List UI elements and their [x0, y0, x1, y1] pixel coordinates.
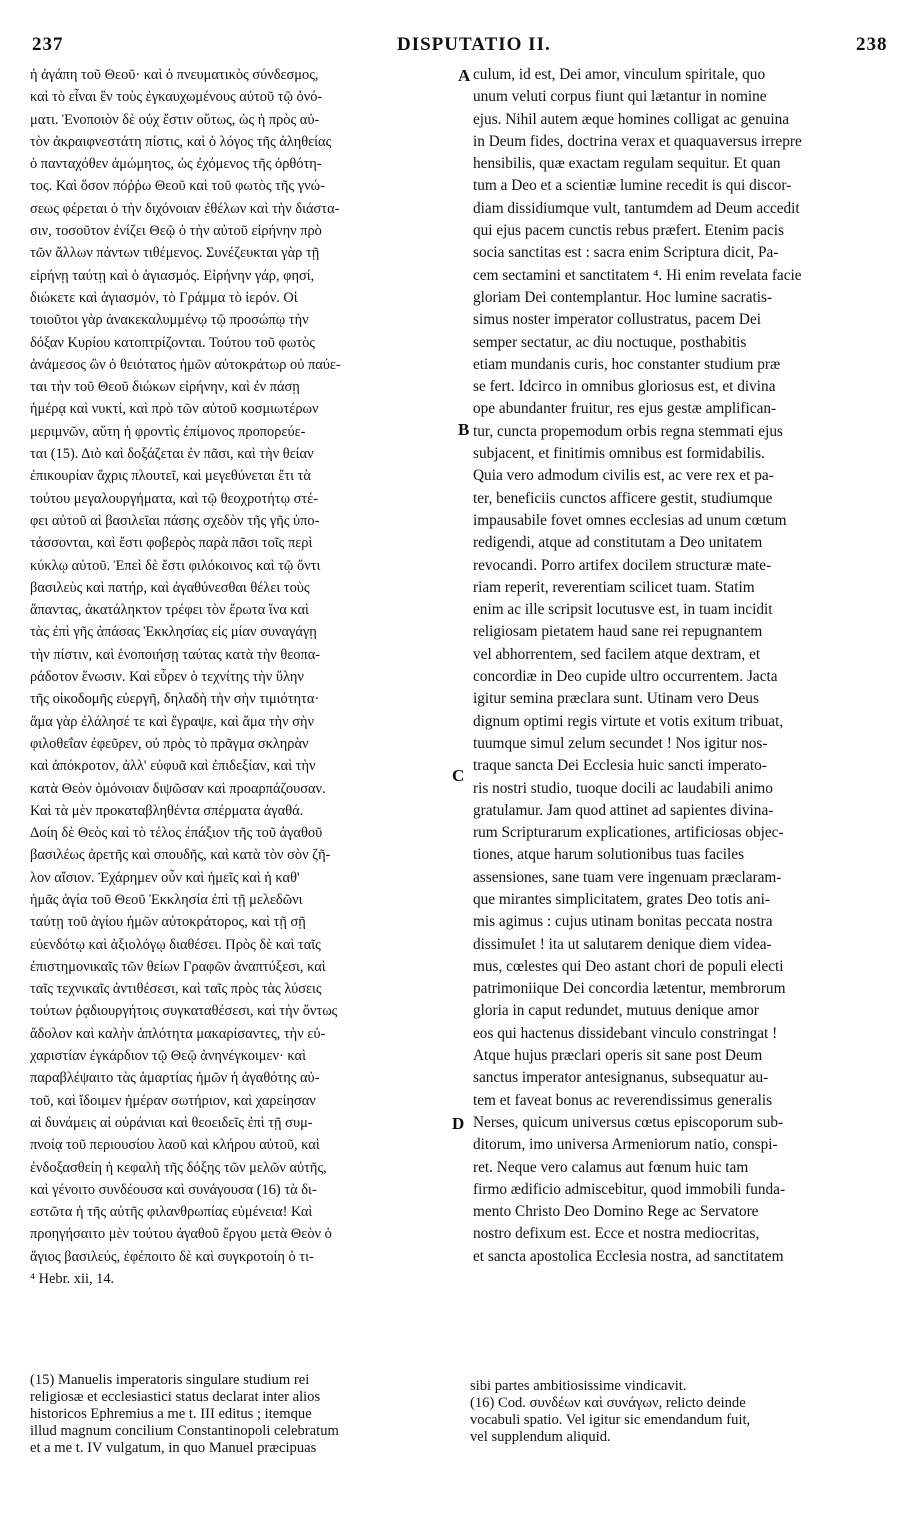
latin-text-line: revocandi. Porro artifex docilem structuræ mate- [473, 556, 772, 574]
page-number-right: 238 [856, 34, 888, 55]
greek-text-line: ταῖς τεχνικαῖς ἀντιθέσεσι, καὶ ταῖς πρὸς τὰς λύσεις [30, 981, 322, 998]
latin-text-line: concordiæ in Deo cupide ultro occurrentem. Jacta [473, 668, 778, 686]
latin-text-line: hensibilis, quæ exactam regulam sequitur. Et quan [473, 155, 781, 173]
latin-text-line: mis agimus : cujus utinam bonitas peccata nostra [473, 913, 773, 931]
greek-text-line: καὶ ἀπόκροτον, ἀλλ' εὐφυᾶ καὶ ἐπιδεξίαν, καὶ τὴν [30, 758, 316, 775]
greek-text-line: ματι. Ἑνοποιὸν δὲ οὐχ ἔστιν οὕτως, ὡς ἡ πρὸς αὐ- [30, 111, 320, 128]
greek-text-line: λον αἴσιον. Ἐχάρημεν οὖν καὶ ἡμεῖς καὶ ἡ καθ' [30, 869, 300, 886]
greek-text-line: Καὶ τὰ μὲν προκαταβληθέντα σπέρματα ἀγαθά. [30, 802, 304, 819]
latin-text-line: tur, cuncta propemodum orbis regna stemmati ejus [473, 422, 783, 440]
latin-text-line: Nerses, quicum universus cœtus episcoporum sub- [473, 1113, 784, 1131]
greek-text-line: ἀνάμεσος ὢν ὁ θειότατος ἡμῶν αὐτοκράτωρ οὐ παύε- [30, 356, 341, 373]
footnote-line: illud magnum concilium Constantinopoli celebratum [30, 1423, 339, 1439]
latin-text-line: igitur semina præclara sunt. Utinam vero Deus [473, 690, 759, 708]
greek-text-line: δόξαν Κυρίου κατοπτρίζονται. Τούτου τοῦ φωτὸς [30, 334, 315, 351]
latin-text-line: riam reperit, reverentiam scilicet tuam. Statim [473, 578, 755, 596]
latin-text-line: diam dissidiumque vult, tantumdem ad Deum accedit [473, 199, 800, 217]
page-number-left: 237 [32, 34, 64, 55]
greek-text-line: μεριμνῶν, αὕτη ἡ φροντὶς ἐπίμονος προπορεύε- [30, 423, 306, 440]
latin-text-line: semper sectatur, ac diu noctuque, posthabitis [473, 333, 747, 351]
latin-text-line: religiosam pietatem haud sane rei repugnantem [473, 623, 763, 641]
latin-text-line: tuumque simul zelum secundet ! Nos igitur nos- [473, 734, 768, 752]
greek-text-line: καὶ τὸ εἶναι ἓν τοὺς ἐγκαυχωμένους αὐτοῦ τῷ ὀνό- [30, 89, 323, 106]
latin-text-line: ris nostri studio, tuoque docili ac laudabili animo [473, 779, 773, 797]
greek-text-line: ἐπιστημονικαῖς τῶν θείων Γραφῶν ἀναπτύξεσι, καὶ [30, 958, 326, 975]
greek-text-line: σεως φέρεται ὁ τὴν διχόνοιαν ἐθέλων καὶ τὴν διάστα- [30, 200, 340, 217]
latin-text-line: unum veluti corpus fiunt qui lætantur in nomine [473, 88, 767, 106]
latin-text-line: qui ejus pacem cunctis rebus præfert. Etenim pacis [473, 222, 784, 240]
greek-text-line: τούτων ῥᾳδιουργήτοις συγκαταθέσεσι, καὶ τὴν ὄντως [30, 1003, 338, 1020]
greek-text-line: κατὰ Θεὸν ὁμόνοιαν διψῶσαν καὶ προαρπάζουσαν. [30, 780, 326, 797]
latin-text-line: simus noster imperator collustratus, pacem Dei [473, 311, 762, 329]
greek-text-line: τος. Καὶ ὅσον πόῤῥω Θεοῦ καὶ τοῦ φωτὸς τῆς γνώ- [30, 178, 325, 195]
footnote-line: vel supplendum aliquid. [470, 1429, 611, 1445]
greek-text-line: παραβλέψαιτο τὰς ἁμαρτίας ἡμῶν ἡ ἀγαθότης αὐ- [30, 1070, 320, 1087]
latin-text-line: eos qui hactenus dissidebant vinculo constringat ! [473, 1024, 778, 1042]
greek-text-line: ἐπικουρίαν ἄχρις πλουτεῖ, καὶ μεγεθύνεται ἔτι τὰ [30, 468, 311, 485]
latin-text-line: subjacent, et finitimis omnibus est formidabilis. [473, 445, 765, 463]
section-marker-c: C [452, 766, 465, 785]
greek-text-line: βασιλεὺς καὶ πατήρ, καὶ ἀγαθύνεσθαι θέλει τοὺς [30, 579, 310, 596]
greek-text-line: ἄδολον καὶ καλὴν ἁπλότητα μακαρίσαντες, τὴν εὐ- [30, 1025, 326, 1042]
latin-text-line: gloria in caput redundet, mutuus denique amor [473, 1002, 759, 1020]
latin-text-line: cem sectamini et sanctitatem ⁴. Hi enim revelata facie [473, 266, 802, 284]
latin-text-line: dissimulet ! ita ut salutarem denique diem videa- [473, 935, 772, 953]
greek-text-line: ⁴ Hebr. xii, 14. [30, 1271, 115, 1288]
greek-text-line: κύκλῳ αὐτοῦ. Ἐπεὶ δὲ ἔστι φιλόκοινος καὶ τῷ ὄντι [30, 557, 321, 574]
latin-text-line: rum Scripturarum explicationes, artificiosas objec- [473, 824, 784, 842]
greek-text-line: ται τὴν τοῦ Θεοῦ διώκων εἰρήνην, καὶ ἐν πάσῃ [30, 379, 300, 396]
latin-text-line: Quia vero admodum civilis est, ac vere rex et pa- [473, 467, 774, 485]
footnote-line: sibi partes ambitiosissime vindicavit. [470, 1378, 687, 1394]
latin-text-line: vel abhorrentem, sed facilem atque dextram, et [473, 645, 761, 663]
greek-text-line: βασιλέως ἀρετῆς καὶ σπουδῆς, καὶ κατὰ τὸν σὸν ζῆ- [30, 847, 331, 864]
latin-text-line: culum, id est, Dei amor, vinculum spiritale, quo [473, 66, 766, 83]
greek-text-column [30, 64, 458, 1290]
greek-text-line: πνοίᾳ τοῦ περιουσίου λαοῦ καὶ κλήρου αὐτοῦ, καὶ [30, 1137, 320, 1154]
greek-text-line: ἅγιος βασιλεύς, ἐφέποιτο δὲ καὶ συγκροτοίη ὁ τι- [30, 1248, 314, 1265]
greek-text-line: εὐενδότῳ καὶ ἀξιολόγῳ διαθέσει. Πρὸς δὲ καὶ ταῖς [30, 936, 321, 953]
greek-text-line: τοῦ, καὶ ἴδοιμεν ἡμέραν σωτήριον, καὶ χαρείησαν [30, 1092, 316, 1109]
footnote-line: (16) Cod. συνδέων καὶ συνάγων, relicto deinde [470, 1395, 746, 1411]
latin-text-line: nostro defixum est. Ecce et nostra mediocritas, [473, 1225, 760, 1243]
latin-text-line: assensiones, sane tuam vere ingenuam præclaram- [473, 868, 782, 886]
section-marker-a: A [458, 66, 471, 85]
latin-text-line: gratulamur. Jam quod attinet ad sapientes divina- [473, 801, 774, 819]
running-title: DISPUTATIO II. [397, 34, 551, 55]
latin-text-line: patrimoniique Dei concordia lætentur, membrorum [473, 980, 786, 998]
footnotes-right [470, 1378, 900, 1446]
latin-text-line: mento Christo Deo Domino Rege ac Servatore [473, 1203, 759, 1221]
greek-text-line: εἰρήνῃ ταύτῃ καὶ ὁ ἁγιασμός. Εἰρήνην γάρ, φησί, [30, 267, 315, 284]
footnote-line: et a me t. IV vulgatum, in quo Manuel præcipuas [30, 1440, 317, 1456]
latin-text-line: que mirantes simplicitatem, grates Deo totis ani- [473, 890, 770, 908]
latin-text-line: ope abundanter fruitur, res ejus gestæ amplifican- [473, 400, 777, 418]
greek-text-line: ἅπαντας, ἀκατάληκτον τρέφει τὸν ἔρωτα ἵνα καὶ [30, 602, 309, 619]
latin-text-line: tum a Deo et a scientiæ lumine recedit is qui discor- [473, 177, 792, 195]
section-marker-b: B [458, 420, 470, 439]
greek-text-line: τούτου μεγαλουργήματα, καὶ τῷ θεοχροτήτῳ στέ- [30, 490, 319, 507]
greek-text-line: ὁ πανταχόθεν ἀμώμητος, ὡς ἐχόμενος τῆς ὀρθότη- [30, 156, 322, 173]
greek-text-line: καὶ γένοιτο συνδέουσα καὶ συνάγουσα (16) τὰ δι- [30, 1181, 317, 1198]
greek-text-line: ράδοτον ἕνωσιν. Καὶ εὗρεν ὁ τεχνίτης τὴν ὕλην [30, 669, 304, 686]
greek-text-line: ἅμα γὰρ ἐλάλησέ τε καὶ ἔγραψε, καὶ ἅμα τὴν σὴν [30, 713, 315, 730]
greek-text-line: τὸν ἀκραιφνεστάτη πίστις, καὶ ὁ λόγος τῆς ἀληθείας [30, 133, 332, 150]
greek-text-line: διώκετε καὶ ἁγιασμόν, τὸ Γράμμα τὸ ἱερόν. Οἱ [30, 289, 298, 306]
latin-text-line: redigendi, atque ad constitutam a Deo unitatem [473, 534, 763, 552]
greek-text-line: ται (15). Διὸ καὶ δοξάζεται ἐν πᾶσι, καὶ τὴν θείαν [30, 446, 314, 463]
latin-text-line: ditorum, imo universa Armeniorum natio, conspi- [473, 1136, 778, 1154]
greek-text-line: ἡμᾶς ἁγία τοῦ Θεοῦ Ἐκκλησία ἐπὶ τῇ μελεδῶνι [30, 891, 303, 908]
section-marker-d: D [452, 1114, 465, 1133]
greek-text-line: ἐνδοξασθείη ἡ κεφαλὴ τῆς δόξης τῶν μελῶν αὐτῆς, [30, 1159, 327, 1176]
latin-text-line: in Deum fides, doctrina verax et quaquaversus irrepre [473, 132, 802, 150]
footnote-line: religiosæ et ecclesiastici status declarat inter alios [30, 1389, 321, 1405]
latin-text-line: tem et faveat bonus ac reverendissimus generalis [473, 1091, 773, 1109]
greek-text-line: ταύτῃ τοῦ ἁγίου ἡμῶν αὐτοκράτορος, καὶ τῇ σῇ [30, 914, 306, 931]
greek-text-line: τῶν ἄλλων πάντων τιθέμενος. Συνέζευκται γὰρ τῇ [30, 245, 320, 262]
greek-text-line: τὰς ἐπὶ γῆς ἁπάσας Ἐκκλησίας εἰς μίαν συναγάγῃ [30, 624, 317, 641]
greek-text-line: τοιοῦτοι γὰρ ἀνακεκαλυμμένῳ τῷ προσώπῳ τὴν [30, 312, 309, 329]
latin-text-line: sanctus imperator antesignanus, subsequatur au- [473, 1069, 769, 1087]
footnote-line: (15) Manuelis imperatoris singulare studium rei [30, 1372, 310, 1388]
greek-text-line: προηγήσαιτο μὲν τούτου ἀγαθοῦ ἔργου μετὰ Θεὸν ὁ [30, 1226, 332, 1243]
latin-text-line: dignum optimi regis virtute et votis exitum tribuat, [473, 712, 784, 730]
greek-text-line: αἱ δυνάμεις αἱ οὐράνιαι καὶ θεοειδεῖς ἐπὶ τῇ συμ- [30, 1114, 313, 1131]
greek-text-line: τὴν πίστιν, καὶ ἑνοποιήσῃ ταύτας κατὰ τὴν θεοπα- [30, 646, 321, 663]
footnote-line: historicos Ephremius a me t. III editus ; itemque [30, 1406, 312, 1422]
latin-text-line: ret. Neque vero calamus aut fœnum huic tam [473, 1158, 749, 1176]
greek-text-line: τάσσονται, καὶ ἔστι φοβερὸς παρὰ πᾶσι τοῖς περὶ [30, 535, 313, 552]
footnotes-left [30, 1372, 460, 1457]
greek-text-line: Δοίη δὲ Θεὸς καὶ τὸ τέλος ἐπάξιον τῆς τοῦ ἀγαθοῦ [30, 825, 323, 842]
greek-text-line: σιν, τοσοῦτον ἐνίζει Θεῷ ὁ τὴν αὐτοῦ εἰρήνην πρὸ [30, 223, 322, 240]
greek-text-line: εστῶτα ἡ τῆς αὐτῆς φιλανθρωπίας εὐμένεια! Καὶ [30, 1204, 313, 1221]
greek-text-line: τῆς οἰκοδομῆς εὐεργῆ, δηλαδὴ τὴν σὴν τιμιότητα· [30, 691, 320, 708]
latin-text-line: ter, beneficiis cunctos afficere gestit, studiumque [473, 489, 773, 507]
footnote-line: vocabuli spatio. Vel igitur sic emendandum fuit, [470, 1412, 751, 1428]
latin-text-line: et sancta apostolica Ecclesia nostra, ad sanctitatem [473, 1247, 784, 1265]
latin-text-line: Atque hujus præclari operis sit sane post Deum [473, 1047, 763, 1065]
latin-text-line: ejus. Nihil autem æque homines colligat ac genuina [473, 110, 790, 128]
latin-text-line: mus, cœlestes qui Deo astant chori de populi electi [473, 957, 784, 975]
latin-text-line: socia sanctitas est : sacra enim Scriptura dicit, Pa- [473, 244, 779, 262]
greek-text-line: φει αὐτοῦ αἱ βασιλεῖαι πάσης σχεδὸν τῆς γῆς ὑπο- [30, 512, 320, 529]
latin-text-line: enim ac ille scripsit locutusve est, in tuam incidit [473, 601, 773, 619]
latin-text-column [473, 64, 893, 1268]
latin-text-line: etiam mundanis curis, hoc constanter studium præ [473, 355, 781, 373]
latin-text-line: impausabile fovet omnes ecclesias ad unum cœtum [473, 511, 787, 529]
latin-text-line: traque sancta Dei Ecclesia huic sancti imperato- [473, 757, 767, 775]
latin-text-line: se fert. Idcirco in omnibus gloriosus est, et divina [473, 378, 776, 396]
latin-text-line: gloriam Dei contemplantur. Hoc lumine sacratis- [473, 288, 773, 306]
greek-text-line: ἡ ἀγάπη τοῦ Θεοῦ· καὶ ὁ πνευματικὸς σύνδεσμος, [30, 67, 319, 83]
greek-text-line: ἡμέρᾳ καὶ νυκτί, καὶ πρὸ τῶν αὐτοῦ κοσμιωτέρων [30, 401, 319, 418]
greek-text-line: φιλοθεΐαν ἐφεῦρεν, οὐ πρὸς τὸ πρᾶγμα σκληρὰν [30, 735, 309, 752]
greek-text-line: χαριστίαν ἐγκάρδιον τῷ Θεῷ ἀνηνέγκοιμεν· καὶ [30, 1048, 306, 1065]
latin-text-line: firmo ædificio admiscebitur, quod immobili funda- [473, 1180, 786, 1198]
latin-text-line: tiones, atque harum solutionibus tuas faciles [473, 846, 745, 864]
